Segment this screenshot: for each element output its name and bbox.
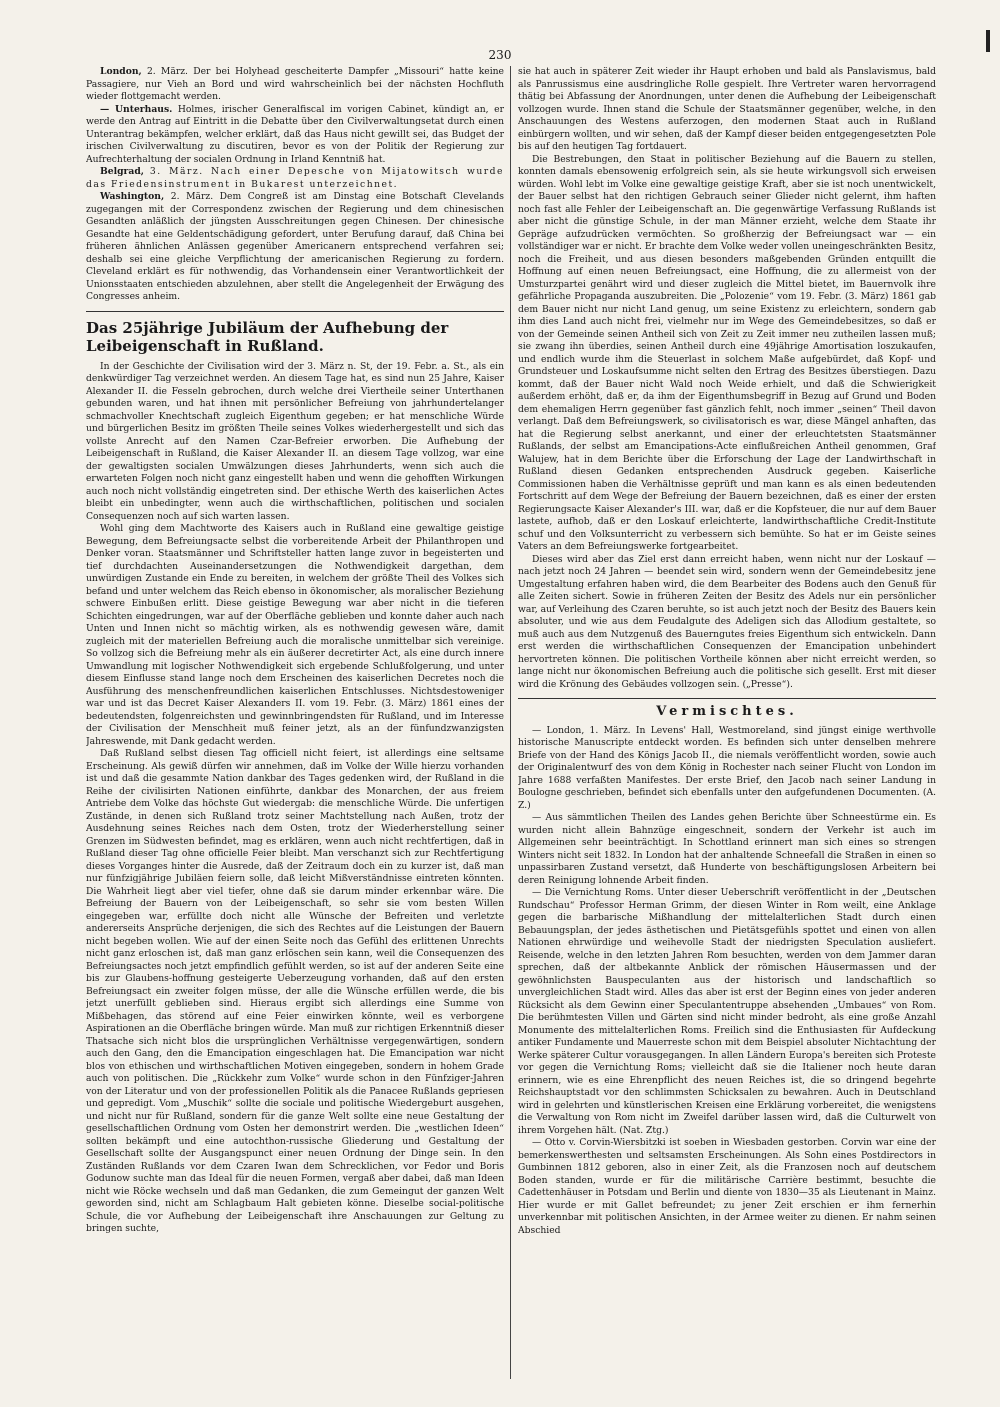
misc-item: — Otto v. Corvin-Wiersbitzki ist soeben in Wiesbaden gestorben. Corvin war eine der bemerkenswerthesten und seltsamsten Erscheinungen. Als Sohn eines Postdirectors in Gumbinnen 1812 geboren, also in einer Zeit, als die Franzosen noch auf deutschem Boden standen, wurde er für die militärische Carrière bestimmt, besuchte die Cadettenhäuser in Potsdam und Berlin und diente von 1830—35 als Lieutenant in Mainz. Hier wurde er mit Gallet befreundet; zu jener Zeit erschien er ihm fernerhin unverkennbar mit politischen Ansichten, in der Armee weiter zu dienen. Er nahm seinen Abschied [518,1137,936,1236]
article-paragraph: Die Bestrebungen, den Staat in politischer Beziehung auf die Bauern zu stellen, konnten damals ebensowenig erfolgreich sein, als sie heute wirkungsvoll sich erweisen würden. Wohl lebt im Volke eine gewaltige geistige Kraft, aber sie ist noch unentwickelt, der Bauer selbst hat den richtigen Gebrauch seiner Glieder nicht gelernt, ihm haften noch fast alle Fehler der Leibeigenschaft an. Die gegenwärtige Verfassung Rußlands ist aber nicht die günstige Schule, in der man Männer erzieht, welche dem Staate ihr Gepräge aufzudrücken vermöchten. So großherzig der Befreiungsact war — ein vollständiger war er nicht. Er brachte dem Volke weder vollen uneingeschränkten Besitz, noch die Freiheit, und aus diesen besonders maßgebenden Gründen entquillt die Hoffnung auf einen neuen Befreiungsact, eine Hoffnung, die zu allermeist von der Umsturzpartei genährt wird und dieser zugleich die Mittel bietet, im Bauernvolk ihre gefährliche Propaganda auszubreiten. Die „Polozenie“ vom 19. Febr. (3. März) 1861 gab dem Bauer nicht nur nicht Land genug, um seine Existenz zu erleichtern, sondern gab ihm dies Land auch nicht frei, vielmehr nur im Wege des Gemeindebesitzes, so daß er von der Gemeinde seinen Antheil sich von Zeit zu Zeit immer neu zutheilen lassen muß; sie zwang ihn überdies, seinen Antheil durch eine 49jährige Amortisation loszukaufen, und endlich wurde ihm die Steuerlast in solchem Maße aufgebürdet, daß Kopf- und Grundsteuer und Loskaufsumme nicht selten den Ertrag des Besitzes überstiegen. Dazu kommt, daß der Bauer nicht Wald noch Weide erhielt, und daß die Schwierigkeit außerdem erhöht, daß er, da ihm der Eigenthumsbegriff in Bezug auf Grund und Boden dem ehemaligen Herrn gegenüber fast gänzlich fehlt, noch immer „seinen“ Theil davon verlangt. Daß dem Befreiungswerk, so civilisatorisch es war, diese Mängel anhaften, das hat die Regierung selbst anerkannt, und einer der erleuchtetsten Staatsmänner Rußlands, der selbst am Emancipations-Acte einflußreichen Antheil genommen, Graf Walujew, hat in dem Berichte über die Erforschung der Lage der Landwirthschaft in Rußland diesen Gedanken entsprechenden Ausdruck gegeben. Kaiserliche Commissionen haben die Verhältnisse geprüft und man kann es als einen bedeutenden Fortschritt auf dem Wege der Befreiung der Bauern bezeichnen, daß es einer der ersten Regierungsacte Kaiser Alexander's III. war, daß er die Kopfsteuer, die nur auf dem Bauer lastete, aufhob, daß er den Loskauf erleichterte, landwirthschaftliche Credit-Institute schuf und den Volksunterricht zu verbessern sich bemühte. So hat er im Geiste seines Vaters an dem Befreiungswerke fortgearbeitet. [518,153,936,552]
article-paragraph: In der Geschichte der Civilisation wird der 3. März n. St, der 19. Febr. a. St., als ein denkwürdiger Tag verzeichnet werden. An diesem Tage hat, es sind nun 25 Jahre, Kaiser Alexander II. die Fesseln gebrochen, durch welche drei Viertheile seiner Unterthanen gebunden waren, und hat ihnen mit persönlicher Befreiung von jahrhundertelanger schmachvoller Knechtschaft zugleich Eigenthum gegeben; er hat menschliche Würde und bürgerlichen Besitz im größten Theile seines Volkes wiederhergestellt und sich das vollste Anrecht auf den Namen Czar-Befreier erworben. Die Aufhebung der Leibeigenschaft in Rußland, die Kaiser Alexander II. an diesem Tage vollzog, war eine der gewaltigsten socialen Umwälzungen dieses Jahrhunderts, wenn sich auch die erwarteten Folgen noch nicht ganz eingestellt haben und wenn die gehofften Wirkungen auch noch nicht vollständig eingetreten sind. Der ethische Werth des kaiserlichen Actes bleibt ein unbedingter, wenn auch die wirthschaftlichen, politischen und socialen Consequenzen noch auf sich warten lassen. [86,360,504,522]
article-title: Das 25jährige Jubiläum der Aufhebung der Leibeigenschaft in Rußland. [86,318,449,355]
news-item-belgrad: Belgrad, 3. März. Nach einer Depesche von Mijatowitsch wurde das Friedensinstrument in Bukarest unterzeichnet. [86,166,504,190]
article-paragraph-continued: sie hat auch in späterer Zeit wieder ihr Haupt erhoben und bald als Panslavismus, bald als Panrussismus eine ausdringliche Rolle gespielt. Ihre Vertreter waren hervorragend thätig bei Abfassung der Anordnungen, unter denen die Aufhebung der Leibeigenschaft vollzogen wurde. Ihnen stand die Schule der Staatsmänner gegenüber, welche, in den Anschauungen des Westens auferzogen, den modernen Staat auch in Rußland einbürgern wollten, und wir sehen, daß der Kampf dieser beiden entgegengesetzten Pole bis auf den heutigen Tag fortdauert. [518,66,936,152]
article-paragraph: Dieses wird aber das Ziel erst dann erreicht haben, wenn nicht nur der Loskauf — nach jetzt noch 24 Jahren — beendet sein wird, sondern wenn der Gemeindebesitz jene Umgestaltung erfahren haben wird, die dem Bearbeiter des Bodens auch den Genuß für alle Zeiten sichert. Sowie in früheren Zeiten der Besitz des Adels nur ein persönlicher war, auf Verleihung des Czaren beruhte, so ist auch jetzt noch der Besitz des Bauers kein absoluter, und wie aus dem Feudalgute des Adeligen sich das Allodium gestaltete, so muß auch aus dem Nutzgenuß des Bauerngutes freies Eigenthum sich entwickeln. Dann erst werden die wirthschaftlichen Consequenzen der Emancipation unbehindert hervortreten können. Die politischen Vortheile können aber nicht erreicht werden, so lange nicht nur ökonomischen Befreiung auch die politische sich gesellt. Erst mit dieser wird die Krönung des Gebäudes vollzogen sein. („Presse“). [518,553,936,690]
misc-item: — Aus sämmtlichen Theilen des Landes gehen Berichte über Schneestürme ein. Es wurden nicht allein Bahnzüge eingeschneit, sondern der Verkehr ist auch im Allgemeinen sehr beeinträchtigt. In Schottland erinnert man sich eines so strengen Winters nicht seit 1832. In London hat der anhaltende Schneefall die Straßen in einen so unpassirbaren Zustand versetzt, daß Hunderte von beschäftigungslosen Arbeitern bei deren Reinigung lohnende Arbeit finden. [518,812,936,886]
article-paragraph: Daß Rußland selbst diesen Tag officiell nicht feiert, ist allerdings eine seltsame Erscheinung. Als gewiß dürfen wir annehmen, daß im Volke der Wille hierzu vorhanden ist und daß die gesammte Nation dankbar des Tages gedenken wird, der Rußland in die Reihe der civilisirten Nationen einführte, dankbar des Monarchen, der aus freiem Antriebe dem Volke das höchste Gut wiedergab: die menschliche Würde. Die unfertigen Zustände, in denen sich Rußland trotz seiner Machtstellung nach Außen, trotz der Ausdehnung seines Reiches nach dem Osten, trotz der Wiederherstellung seiner Grenzen im Südwesten befindet, mag es erklären, wenn auch nicht rechtfertigen, daß in Rußland dieser Tag ohne officielle Feier bleibt. Man verschanzt sich zur Rechtfertigung dieses Vorganges hinter die Ausrede, daß der Zeitraum doch ein zu kurzer ist, daß man nur fünfzigjährige Jubiläen feiern solle, daß leicht Mißverständnisse eintreten könnten. Die Wahrheit liegt aber viel tiefer, ohne daß sie darum minder erkennbar wäre. Die Befreiung der Bauern von der Leibeigenschaft, so sehr sie vom besten Willen eingegeben war, erfüllte doch nicht alle Wünsche der Befreiten und verletzte andererseits Ansprüche derjenigen, die sich des Rechtes auf die Leistungen der Bauern nicht begeben wollen. Wie auf der einen Seite noch das Gefühl des erlittenen Unrechts nicht ganz erloschen ist, daß man ganz erlöschen sein kann, weil die Consequenzen des Befreiungsactes noch jetzt empfindlich gefühlt werden, so ist auf der anderen Seite eine bis zur Glaubens-hoffnung gesteigerte Ueberzeugung vorhanden, daß auf den ersten Befreiungsact ein zweiter folgen müsse, der alle die Wünsche erfüllen werde, die bis jetzt unerfüllt geblieben sind. Hieraus ergibt sich allerdings eine Summe von Mißbehagen, das störend auf eine Feier einwirken könnte, weil es verborgene Aspirationen an die Oberfläche bringen würde. Man muß zur richtigen Erkenntniß dieser Thatsache sich nicht blos die ursprünglichen Verhältnisse vergegenwärtigen, sondern auch den Gang, den die Emancipation eingeschlagen hat. Die Emancipation war nicht blos von ethischen und wirthschaftlichen Motiven eingegeben, sondern in hohem Grade auch von politischen. Die „Rückkehr zum Volke“ wurde schon in den Fünfziger-Jahren von der Literatur und von der professionellen Politik als die Panacee Rußlands gepriesen und gepredigt. Vom „Muschik“ sollte die sociale und politische Wiedergeburt ausgehen, und nicht nur für Rußland, sondern für die ganze Welt sollte eine neue Gestaltung der gesellschaftlichen Ordnung vom Osten her demonstrirt werden. Die „westlichen Ideen“ sollten bekämpft und eine autochthon-russische Gliederung und Gestaltung der Gesellschaft sollte der Ausgangspunct einer neuen Ordnung der Dinge sein. In den Zuständen Rußlands vor dem Czaren Iwan dem Schrecklichen, vor Fedor und Boris Godunow suchte man das Ideal für die neuen Formen, vergaß aber dabei, daß man Ideen nicht wie Röcke wechseln und daß man Gedanken, die zum Gemeingut der ganzen Welt geworden sind, nicht am Schlagbaum Halt gebieten könne. Dieselbe social-politische Schule, die vor Aufhebung der Leibeigenschaft ihre Anschauungen zur Geltung zu bringen suchte, [86,748,504,1234]
news-item-london: London, 2. März. Der bei Holyhead gescheiterte Dampfer „Missouri“ hatte keine Passagiere, nur Vieh an Bord und wird wahrscheinlich bei der nächsten Hochfluth wieder flottgemacht werden. [86,66,504,102]
column-divider [510,66,511,1379]
news-item-washington: Washington, 2. März. Dem Congreß ist am Dinstag eine Botschaft Clevelands zugegangen mit der Correspondenz zwischen der Regierung und dem chinesischen Gesandten anläßlich der jüngsten Ausschreitungen gegen Chinesen. Der chinesische Gesandte hat eine Geldentschädigung gefordert, unter Berufung darauf, daß China bei früheren ähnlichen Anlässen gegenüber Americanern entsprechend verfahren sei; deshalb sei eine gleiche Verpflichtung der americanischen Regierung zu fordern. Cleveland erklärt es für nothwendig, das Vorhandensein einer Verantwortlichkeit der Unionsstaaten entschieden abzulehnen, aber stellt die Angelegenheit der Erwägung des Congresses anheim. [86,191,504,302]
page-number: 230 [488,48,512,62]
separator-line [518,698,936,699]
left-column [86,66,504,1379]
misc-item: — London, 1. März. In Levens' Hall, Westmoreland, sind jüngst einige werthvolle historische Manuscripte entdeckt worden. Es befinden sich unter denselben mehrere Briefe von der Hand des Königs Jacob II., die niemals veröffentlicht worden, sowie auch der Originalentwurf des von dem König in Rochester nach seiner Flucht von London im Jahre 1688 verfaßten Manifestes. Der erste Brief, den Jacob nach seiner Landung in Boulogne geschrieben, befindet sich ebenfalls unter den aufgefundenen Documenten. (A. Z.) [518,724,936,811]
section-title-vermischtes: Vermischtes. [656,704,798,719]
article-paragraph: Wohl ging dem Machtworte des Kaisers auch in Rußland eine gewaltige geistige Bewegung, dem Befreiungsacte selbst die vorbereitende Arbeit der Philanthropen und Denker voran. Staatsmänner und Schriftsteller hatten lange zuvor in begeisterten und tief durchdachten Auseinandersetzungen die Nothwendigkeit dargethan, dem unwürdigen Zustande ein Ende zu bereiten, in welchem der größte Theil des Volkes sich befand und unter welchem das Reich ebenso in ökonomischer, als moralischer Beziehung schwere Einbußen erlitt. Diese geistige Bewegung war aber nicht in die tieferen Schichten eingedrungen, war auf der Oberfläche geblieben und konnte daher auch nach Unten und Innen nicht so mächtig wirken, als es nothwendig gewesen wäre, damit zugleich mit der materiellen Befreiung auch die moralische unmittelbar sich vereinige. So vollzog sich die Befreiung mehr als ein äußerer decretirter Act, als eine durch innere Umwandlung mit logischer Nothwendigkeit sich ergebende Schlußfolgerung, und unter diesem Einflusse stand lange noch dem Erscheinen des kaiserlichen Decretes noch die Ausführung des menschenfreundlichen kaiserlichen Entschlusses. Nichtsdestoweniger war und ist das Decret Kaiser Alexanders II. vom 19. Febr. (3. März) 1861 eines der bedeutendsten, folgenreichsten und gewinnbringendsten für Rußland, und im Interesse der Civilisation der Menschheit muß feiner jetzt, als an der fünfundzwanzigsten Jahreswende, mit Dank gedacht werden. [86,523,504,747]
misc-item: — Die Vernichtung Roms. Unter dieser Ueberschrift veröffentlicht in der „Deutschen Rundschau“ Professor Herman Grimm, der diesen Winter in Rom weilt, eine Anklage gegen die barbarische Mißhandlung der mittelalterlichen Stadt durch einen Bebauungsplan, der jedes ästhetischen und Pietätsgefühls spottet und einen von allen Nationen ehrwürdige und weihevolle Stadt der niedrigsten Speculation ausliefert. Reisende, welche in den letzten Jahren Rom besuchten, werden von dem Jammer daran sprechen, daß der altbekannte Anblick der römischen Häusermassen und der gewöhnlichsten Bauspeculanten aus der historisch und landschaftlich so unvergleichlichen Stadt wird. Alles das aber ist erst der Beginn eines von jeder anderen Rücksicht als dem Gewinn einer Speculantentruppe absehenden „Umbaues“ von Rom. Die berühmtesten Villen und Gärten sind nicht minder bedroht, als eine große Anzahl Monumente des mittelalterlichen Roms. Freilich sind die Enthusiasten für Aufdeckung antiker Fundamente und Mauerreste schon mit dem Beispiel absoluter Nichtachtung der Werke späterer Cultur vorausgegangen. In allen Ländern Europa's bereiten sich Proteste vor gegen die Vernichtung Roms; vielleicht daß sie die Italiener noch heute daran erinnern, wie es eine Ehrenpflicht des neuen Reiches ist, die so dringend begehrte Reichshauptstadt vor den schlimmsten Schicksalen zu bewahren. Auch in Deutschland wird in gelehrten und künstlerischen Kreisen eine Erklärung vorbereitet, die wenigstens die Verwaltung von Rom nicht im Zweifel darüber lassen wird, daß die Culturwelt von ihrem Vorgehen hält. (Nat. Ztg.) [518,887,936,1136]
separator-line [86,311,504,312]
right-column [518,66,936,1379]
news-item-unterhaus: — Unterhaus. Holmes, irischer Generalfiscal im vorigen Cabinet, kündigt an, er werde den Antrag auf Eintritt in die Debatte über den Civilverwaltungsetat durch einen Unterantrag bekämpfen, welcher erklärt, daß das Haus nicht gewillt sei, das Budget der irischen Civilverwaltung zu discutiren, bevor es von der Politik der Regierung zur Aufrechterhaltung der socialen Ordnung in Irland Kenntniß hat. [86,103,504,165]
